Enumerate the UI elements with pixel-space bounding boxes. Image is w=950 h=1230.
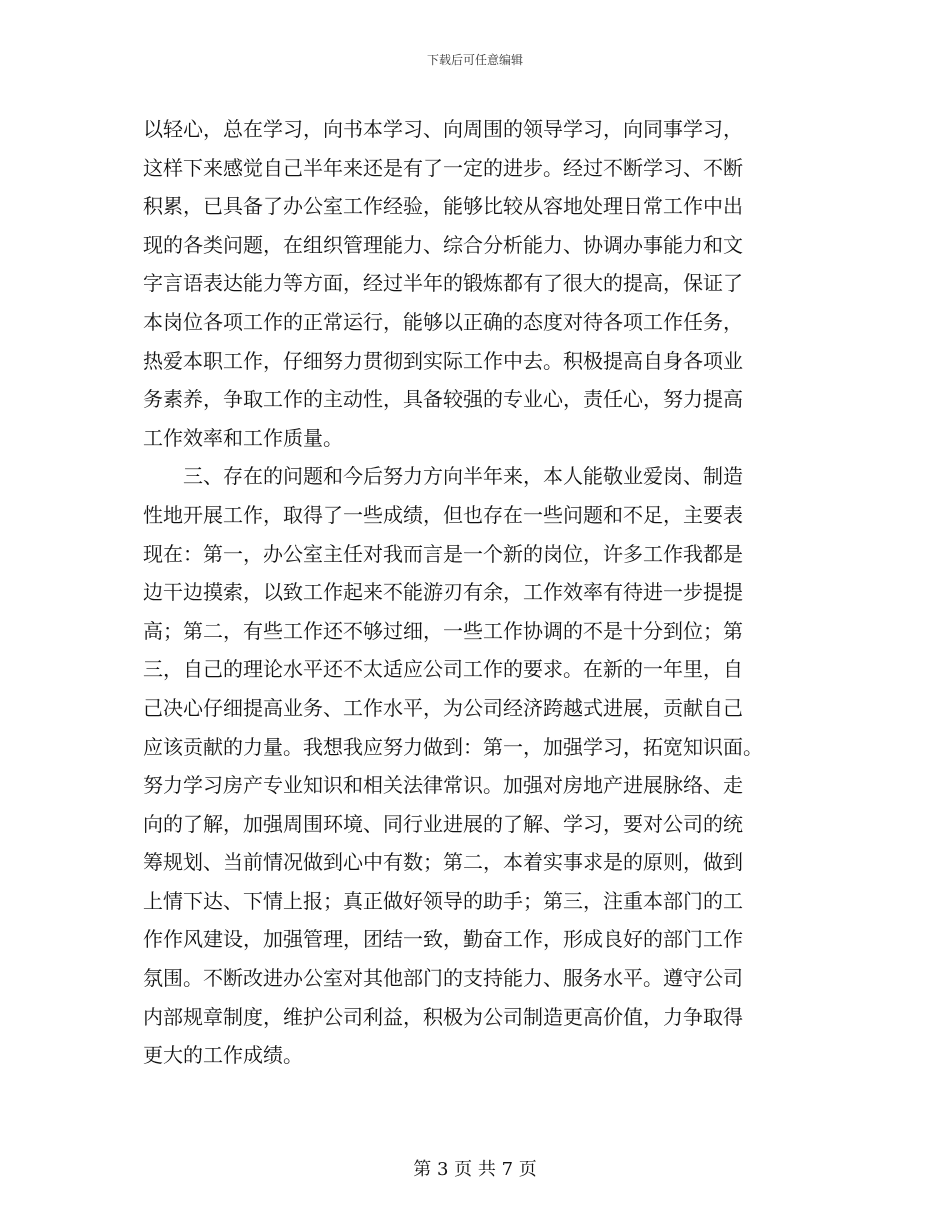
body-line: 现的各类问题，在组织管理能力、综合分析能力、协调办事能力和文 [143, 232, 743, 257]
header-note: 下载后可任意编辑 [426, 53, 523, 67]
body-line: 三、存在的问题和今后努力方向半年来，本人能敬业爱岗、制造 [143, 464, 743, 489]
body-line: 上情下达、下情上报；真正做好领导的助手；第三，注重本部门的工 [143, 888, 743, 913]
body-line: 己决心仔细提高业务、工作水平，为公司经济跨越式进展，贡献自己 [143, 695, 743, 720]
body-line: 作作风建设，加强管理，团结一致，勤奋工作，形成良好的部门工作 [143, 927, 743, 952]
body-line: 现在：第一，办公室主任对我而言是一个新的岗位，许多工作我都是 [143, 541, 743, 566]
body-line: 务素养，争取工作的主动性，具备较强的专业心，责任心，努力提高 [143, 387, 743, 412]
body-line: 更大的工作成绩。 [143, 1043, 303, 1068]
body-line: 性地开展工作，取得了一些成绩，但也存在一些问题和不足，主要表 [143, 502, 743, 527]
body-line: 积累，已具备了办公室工作经验，能够比较从容地处理日常工作中出 [143, 194, 743, 219]
body-line: 努力学习房产专业知识和相关法律常识。加强对房地产进展脉络、走 [143, 773, 743, 798]
body-line: 内部规章制度，维护公司利益，积极为公司制造更高价值，力争取得 [143, 1004, 743, 1029]
body-line: 高；第二，有些工作还不够过细，一些工作协调的不是十分到位；第 [143, 618, 743, 643]
page-number: 第 3 页 共 7 页 [413, 1159, 537, 1180]
body-line: 这样下来感觉自己半年来还是有了一定的进步。经过不断学习、不断 [143, 155, 743, 180]
body-line: 氛围。不断改进办公室对其他部门的支持能力、服务水平。遵守公司 [143, 966, 743, 991]
body-line: 边干边摸索，以致工作起来不能游刃有余，工作效率有待进一步提提 [143, 580, 743, 605]
body-line: 字言语表达能力等方面，经过半年的锻炼都有了很大的提高，保证了 [143, 271, 743, 296]
body-line: 向的了解，加强周围环境、同行业进展的了解、学习，要对公司的统 [143, 811, 743, 836]
body-line: 以轻心，总在学习，向书本学习、向周围的领导学习，向同事学习， [143, 117, 743, 141]
body-line: 应该贡献的力量。我想我应努力做到：第一，加强学习，拓宽知识面。 [143, 734, 763, 759]
body-line: 热爱本职工作，仔细努力贯彻到实际工作中去。积极提高自身各项业 [143, 348, 743, 373]
body-line: 本岗位各项工作的正常运行，能够以正确的态度对待各项工作任务， [143, 309, 743, 334]
body-line: 三，自己的理论水平还不太适应公司工作的要求。在新的一年里，自 [143, 657, 743, 682]
body-line: 工作效率和工作质量。 [143, 425, 343, 450]
body-line: 筹规划、当前情况做到心中有数；第二，本着实事求是的原则，做到 [143, 850, 743, 875]
document-body [143, 110, 823, 1075]
